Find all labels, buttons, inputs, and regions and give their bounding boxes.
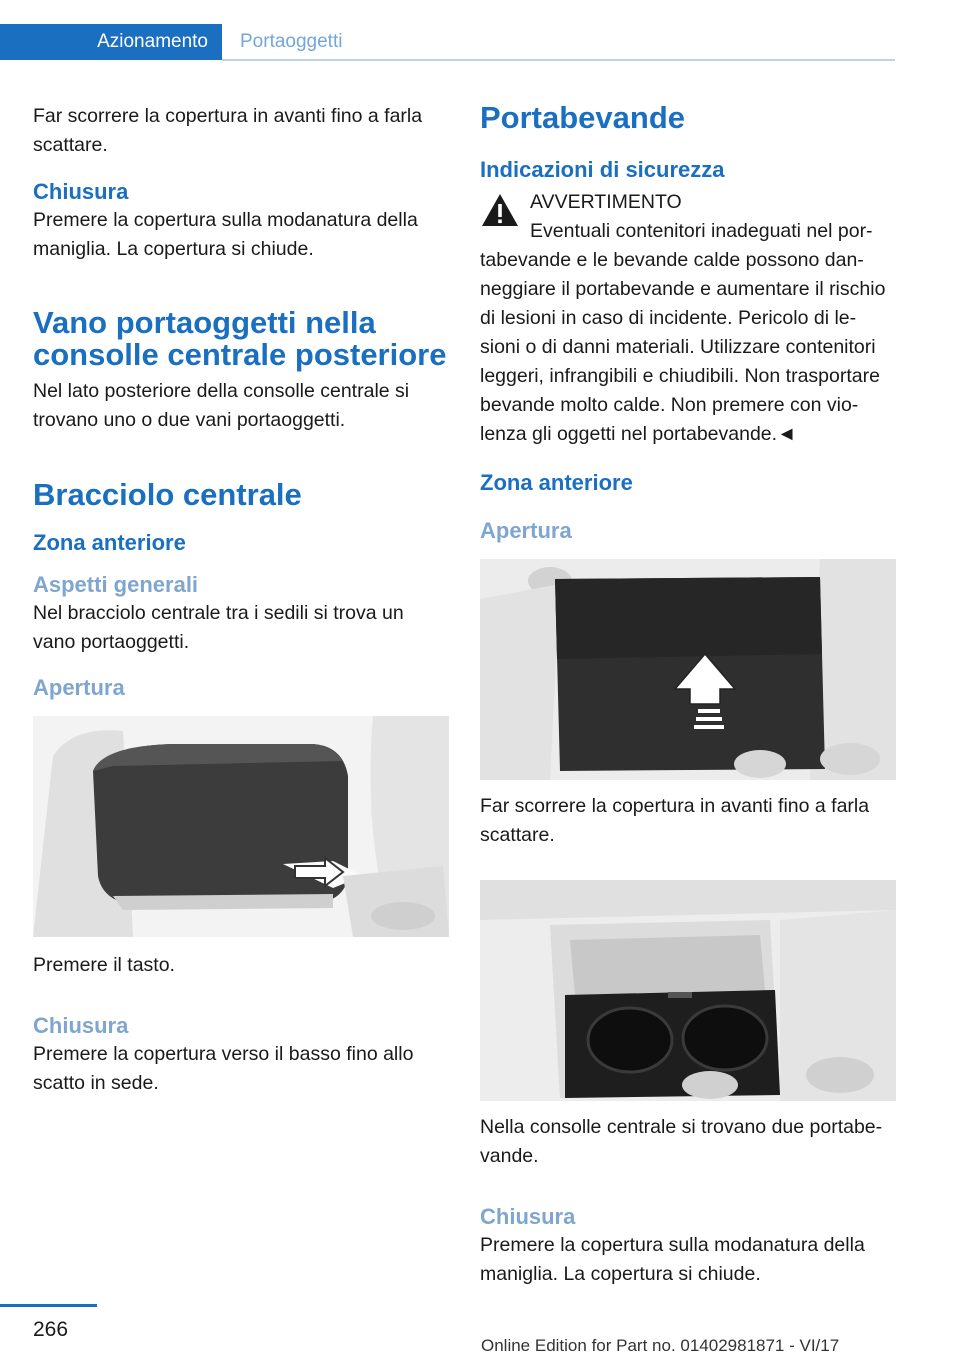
paragraph: Premere la copertura sulla modanatura della maniglia. La copertura si chiude.: [480, 1234, 865, 1285]
paragraph: Premere la copertura sulla modanatura della maniglia. La copertura si chiude.: [33, 209, 418, 260]
paragraph: Nel bracciolo centrale tra i sedili si trova un vano portaoggetti.: [33, 602, 404, 653]
warning-block: [480, 188, 896, 449]
edition-note: Online Edition for Part no. 01402981871 - VI/17: [481, 1336, 840, 1355]
paragraph: Premere il tasto.: [33, 954, 175, 976]
paragraph: Nel lato posteriore della consolle centrale si trovano uno o due vani portaoggetti.: [33, 380, 410, 431]
warning-triangle-icon: [480, 192, 520, 228]
footer-accent-line: [0, 1304, 97, 1307]
section-heading: Indicazioni di sicurezza: [480, 157, 725, 182]
armrest-photo: [33, 716, 449, 937]
left-column: [33, 102, 449, 1098]
paragraph: Far scorrere la copertura in avanti fino a farla scattare.: [480, 795, 870, 846]
section-heading: Chiusura: [33, 179, 129, 204]
subsection-heading: Chiusura: [480, 1204, 576, 1229]
tab-azionamento[interactable]: Azionamento: [0, 24, 222, 60]
paragraph: Nella consolle centrale si trovano due portabe-vande.: [480, 1116, 883, 1167]
subsection-heading: Chiusura: [33, 1013, 129, 1038]
header-divider: [222, 59, 895, 61]
subsection-heading: Apertura: [480, 518, 572, 543]
chapter-heading: Bracciolo centrale: [33, 477, 302, 512]
paragraph: Far scorrere la copertura in avanti fino a farla scattare.: [33, 105, 423, 156]
section-heading: Zona anteriore: [480, 470, 633, 495]
cupholder-photo: [480, 880, 896, 1101]
page-number: 266: [33, 1318, 69, 1341]
paragraph: Premere la copertura verso il basso fino allo scatto in sede.: [33, 1043, 414, 1094]
warning-title: AVVERTIMENTO: [530, 191, 682, 213]
tab-portaoggetti[interactable]: Portaoggetti: [240, 31, 343, 52]
console-cover-photo: [480, 559, 896, 780]
chapter-heading: Portabevande: [480, 100, 686, 135]
header-tabs: [0, 24, 895, 60]
subsection-heading: Aspetti generali: [33, 572, 199, 597]
chapter-heading: Vano portaoggetti nella consolle centrale posteriore: [33, 305, 447, 372]
subsection-heading: Apertura: [33, 675, 125, 700]
right-column: [480, 102, 896, 1289]
section-heading: Zona anteriore: [33, 530, 186, 555]
warning-text-first-line: Eventuali contenitori inadeguati nel por-: [530, 220, 873, 242]
warning-text: tabevande e le bevande calde possono dan-neggiare il portabevande e aumentare il rischio di lesioni in caso di incidente. Pericolo di le-sioni o di danni materiali. Utilizzare contenitori leggeri, infrangibili e chiudibili. Non trasportare bevande molto calde. Non premere con vio-lenza gli oggetti nel portabevande.◄: [480, 249, 886, 445]
